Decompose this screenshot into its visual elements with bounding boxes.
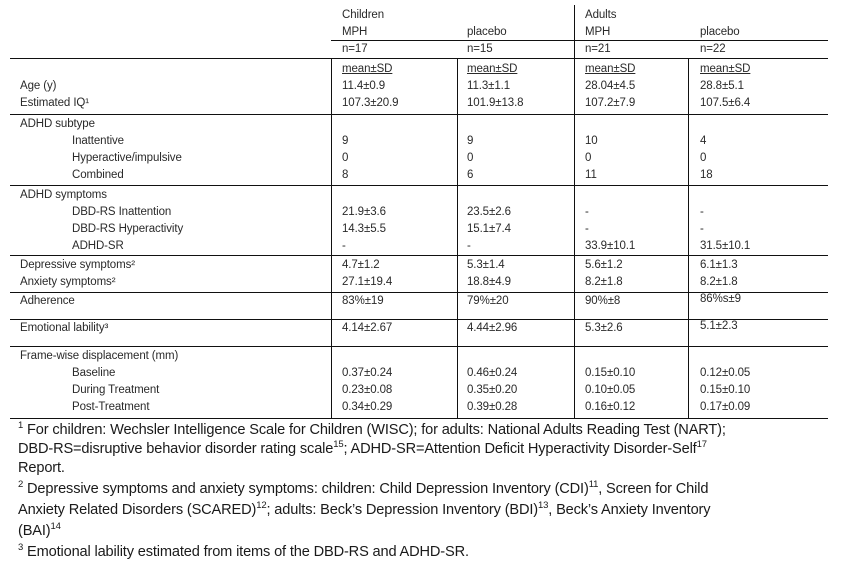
cell: 107.5±6.4 xyxy=(700,97,751,109)
cell: 0.46±0.24 xyxy=(467,367,518,379)
cell: 0.10±0.05 xyxy=(585,384,636,396)
cell: 27.1±19.4 xyxy=(342,276,393,288)
table-bottom-rule xyxy=(10,418,828,419)
footnote-2 xyxy=(18,480,708,499)
footnote-marker: 3 xyxy=(18,542,24,553)
cell: 0.17±0.09 xyxy=(700,401,751,413)
cell: 107.2±7.9 xyxy=(585,97,636,109)
cell: 6.1±1.3 xyxy=(700,259,738,271)
section-label-adhd-subtype: ADHD subtype xyxy=(20,118,95,130)
cell: 4.44±2.96 xyxy=(467,322,518,334)
row-label-adherence: Adherence xyxy=(20,295,75,307)
footnote-marker: 2 xyxy=(18,479,24,490)
cell: 31.5±10.1 xyxy=(700,240,751,252)
footnote-text: Emotional lability estimated from items of the DBD-RS and ADHD-SR. xyxy=(23,544,469,560)
cell: 8.2±1.8 xyxy=(585,276,623,288)
row-label-during-treatment: During Treatment xyxy=(72,384,160,396)
sample-size-children-placebo: n=15 xyxy=(467,43,493,55)
cell: 9 xyxy=(467,135,474,147)
row-divider xyxy=(10,292,828,293)
cell: 6 xyxy=(467,169,474,181)
citation-ref: 14 xyxy=(50,521,61,532)
cell: 18 xyxy=(700,169,713,181)
cell: 8 xyxy=(342,169,349,181)
footnote-text: Anxiety Related Disorders (SCARED) xyxy=(18,502,257,518)
footnote-text: (BAI) xyxy=(18,523,51,539)
cell: 33.9±10.1 xyxy=(585,240,636,252)
section-label-frame-wise-displacement: Frame-wise displacement (mm) xyxy=(20,350,179,362)
cell: 0.16±0.12 xyxy=(585,401,636,413)
footnote-text: ; adults: Beck’s Depression Inventory (BDI) xyxy=(266,502,538,518)
cell: 23.5±2.6 xyxy=(467,206,511,218)
column-divider xyxy=(457,58,458,418)
row-label-age: Age (y) xyxy=(20,80,57,92)
cell: - xyxy=(342,240,346,252)
citation-ref: 11 xyxy=(588,479,599,490)
footnote-2-line-2 xyxy=(18,501,710,520)
cell: 5.6±1.2 xyxy=(585,259,623,271)
cell: 0.15±0.10 xyxy=(700,384,751,396)
footnote-3 xyxy=(18,543,469,562)
group-header-adults: Adults xyxy=(585,9,617,21)
cell: 9 xyxy=(342,135,349,147)
footnote-text: DBD-RS=disruptive behavior disorder rating scale xyxy=(18,441,334,457)
header-bottom-rule xyxy=(10,58,828,59)
row-divider xyxy=(10,255,828,256)
group-header-children: Children xyxy=(342,9,385,21)
cell: 18.8±4.9 xyxy=(467,276,511,288)
cell: 101.9±13.8 xyxy=(467,97,524,109)
row-label-hyperactive: Hyperactive/impulsive xyxy=(72,152,182,164)
section-label-adhd-symptoms: ADHD symptoms xyxy=(20,189,107,201)
cell: 11 xyxy=(585,169,597,181)
stat-label-adults-mph: mean±SD xyxy=(585,63,636,75)
column-header-children-mph: MPH xyxy=(342,26,368,38)
row-label-adhd-sr: ADHD-SR xyxy=(72,240,124,252)
footnote-text: , Screen for Child xyxy=(598,481,709,497)
stat-label-children-mph: mean±SD xyxy=(342,63,393,75)
cell: 83%±19 xyxy=(342,295,384,307)
row-divider xyxy=(10,346,828,347)
row-label-anxiety: Anxiety symptoms² xyxy=(20,276,116,288)
cell: 79%±20 xyxy=(467,295,509,307)
cell: 0.34±0.29 xyxy=(342,401,393,413)
column-header-children-placebo: placebo xyxy=(467,26,507,38)
citation-ref: 17 xyxy=(696,439,707,450)
cell: 0.39±0.28 xyxy=(467,401,518,413)
row-label-inattentive: Inattentive xyxy=(72,135,124,147)
cell: 8.2±1.8 xyxy=(700,276,738,288)
footnote-1-line-3 xyxy=(18,459,65,478)
cell: 14.3±5.5 xyxy=(342,223,386,235)
column-divider xyxy=(331,58,332,418)
cell: 10 xyxy=(585,135,598,147)
cell: 0 xyxy=(342,152,349,164)
row-label-dbd-inattention: DBD-RS Inattention xyxy=(72,206,172,218)
cell: 11.4±0.9 xyxy=(342,80,386,92)
cell: 28.04±4.5 xyxy=(585,80,636,92)
cell: - xyxy=(700,223,704,235)
cell: 0.35±0.20 xyxy=(467,384,518,396)
cell: 0.23±0.08 xyxy=(342,384,393,396)
cell: 0.37±0.24 xyxy=(342,367,393,379)
sample-size-adults-mph: n=21 xyxy=(585,43,611,55)
row-label-post-treatment: Post-Treatment xyxy=(72,401,150,413)
cell: - xyxy=(467,240,471,252)
cell: - xyxy=(700,206,704,218)
footnote-text: Depressive symptoms and anxiety symptoms: children: Child Depression Inventory (CDI) xyxy=(23,481,589,497)
cell: 0 xyxy=(467,152,474,164)
cell: - xyxy=(585,223,589,235)
footnote-text: , Beck’s Anxiety Inventory xyxy=(548,502,711,518)
row-label-dbd-hyperactivity: DBD-RS Hyperactivity xyxy=(72,223,184,235)
cell: 4 xyxy=(700,135,707,147)
column-divider xyxy=(688,58,689,418)
header-rule xyxy=(331,40,828,41)
cell: 0 xyxy=(585,152,592,164)
cell: 4.14±2.67 xyxy=(342,322,393,334)
sample-size-children-mph: n=17 xyxy=(342,43,368,55)
column-header-adults-mph: MPH xyxy=(585,26,611,38)
cell: 5.1±2.3 xyxy=(700,320,738,332)
cell: 86%s±9 xyxy=(700,293,741,305)
row-label-emotional-lability: Emotional lability³ xyxy=(20,322,109,334)
citation-ref: 12 xyxy=(256,500,267,511)
cell: 5.3±1.4 xyxy=(467,259,505,271)
row-label-iq: Estimated IQ¹ xyxy=(20,97,89,109)
sample-size-adults-placebo: n=22 xyxy=(700,43,726,55)
cell: 107.3±20.9 xyxy=(342,97,399,109)
footnote-text: ; ADHD-SR=Attention Deficit Hyperactivity Disorder-Self xyxy=(343,441,697,457)
cell: 5.3±2.6 xyxy=(585,322,623,334)
cell: 11.3±1.1 xyxy=(467,80,511,92)
cell: 28.8±5.1 xyxy=(700,80,744,92)
footnote-2-line-3 xyxy=(18,522,61,541)
cell: 0 xyxy=(700,152,707,164)
cell: 15.1±7.4 xyxy=(467,223,511,235)
column-divider-groups xyxy=(574,5,575,418)
stat-label-adults-placebo: mean±SD xyxy=(700,63,751,75)
cell: 0.12±0.05 xyxy=(700,367,751,379)
footnote-1 xyxy=(18,421,726,440)
citation-ref: 15 xyxy=(333,439,344,450)
footnote-text: For children: Wechsler Intelligence Scale for Children (WISC); for adults: National Adults Reading Test (NART); xyxy=(23,422,726,438)
cell: 21.9±3.6 xyxy=(342,206,386,218)
stat-label-children-placebo: mean±SD xyxy=(467,63,518,75)
row-divider xyxy=(10,319,828,320)
cell: 0.15±0.10 xyxy=(585,367,636,379)
cell: - xyxy=(585,206,589,218)
row-label-depressive: Depressive symptoms² xyxy=(20,259,135,271)
row-divider xyxy=(10,114,828,115)
column-header-adults-placebo: placebo xyxy=(700,26,740,38)
cell: 90%±8 xyxy=(585,295,621,307)
footnote-text: Report. xyxy=(18,460,65,476)
citation-ref: 13 xyxy=(538,500,549,511)
footnote-marker: 1 xyxy=(18,420,24,431)
cell: 4.7±1.2 xyxy=(342,259,380,271)
row-label-baseline: Baseline xyxy=(72,367,116,379)
footnote-1-line-2 xyxy=(18,440,707,459)
row-divider xyxy=(10,185,828,186)
row-label-combined: Combined xyxy=(72,169,124,181)
